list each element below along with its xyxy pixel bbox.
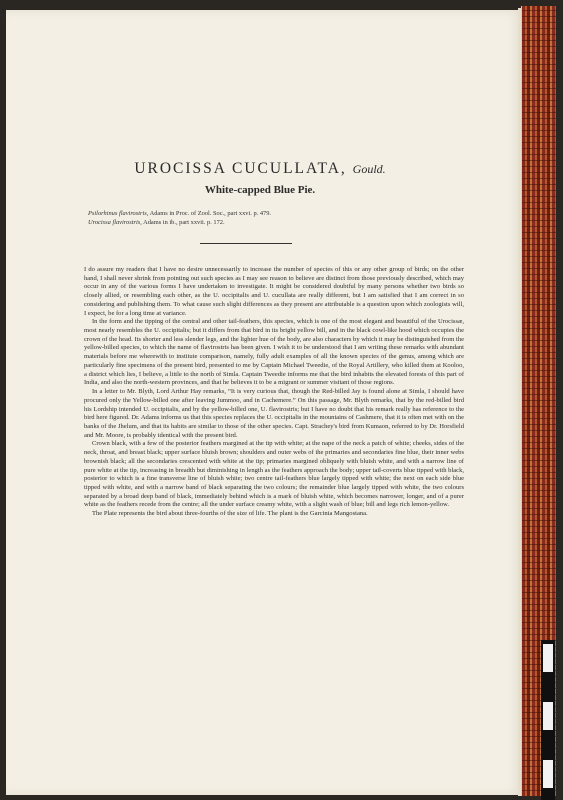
ruler-segment xyxy=(543,702,553,730)
species-author: Gould. xyxy=(352,162,386,176)
paragraph: Crown black, with a few of the posterior feathers margined at the tip with white; at the nape of the neck a patch of white; cheeks, sides of the neck, throat, and breast black; upper surface bluish brown; shoulders and outer webs of the primaries and secondaries fine blue, their inner webs brownish black; all the secondaries crescented with white at the tip; primaries margined obliquely with bluish white, and with a narrow line of pure white at the tip, increasing in breadth but diminishing in length as the feathers approach the body; upper tail-coverts blue tipped with black, posterior to which is a fine transverse line of bluish white; two centre tail-feathers blue largely tipped with white; the next on each side blue tipped with white, and with a narrow band of black separating the two colours; the remainder blue largely tipped with white, the two colours separated by a broad deep band of black, immediately behind which is a mark of bluish white, which becomes narrower, longer, and of a purer white as the feathers recede from the centre; all the under surface creamy white, with a slight wash of blue; bill and legs rich lemon-yellow. xyxy=(84,440,464,509)
paragraph: I do assure my readers that I have no desire unnecessarily to increase the number of species of this or any other group of birds; on the other hand, I shall never shrink from pointing out such species as I may see reason to believe are distinct from those previously described, which may occur in any of the various forms I have undertaken to investigate. It might be considered doubtful by many persons whether two birds so closely allied, or resembling each other, as the U. occipitalis and U. cucullata are really different, but I am satisfied that I am correct in so considering and publishing them. To what cause such slight differences as they present are attributable is a question upon which zoologists will, I expect, be for a long time at variance. xyxy=(84,266,464,317)
common-name: White-capped Blue Pie. xyxy=(204,184,316,196)
species-name: UROCISSA CUCULLATA, xyxy=(134,160,347,177)
synonym-line xyxy=(88,209,448,218)
synonym-name: Urocissa flavirostris, xyxy=(88,219,142,226)
divider-rule xyxy=(200,243,292,244)
ruler-segment xyxy=(543,760,553,788)
synonym-reference: Adams in Proc. of Zool. Soc., part xxvi. p. 479. xyxy=(148,210,272,217)
scale-ruler xyxy=(541,640,555,800)
body-text xyxy=(84,266,464,519)
paragraph: In a letter to Mr. Blyth, Lord Arthur Hay remarks, “It is very curious that, though the Red-billed Jay is found alone at Simla, I should have procured only the Yellow-billed one after leaving Jummoo, and in Cachemere.” On this passage, Mr. Blyth remarks, that by the red-billed bird his Lordship intended U. occipitalis, and by the yellow-billed one, U. flavirostris; but I have no doubt that his remark really has reference to the bird here figured. Dr. Adams informs us that this species replaces the U. occipitalis in the mountains of Cashmere, that it is often met with on the banks of the Jhelum, and that its habits are similar to those of the other species. Capt. Strachey's bird from Kumaon, referred to by Dr. Horsfield and Mr. Moore, is probably identical with the present bird. xyxy=(84,388,464,439)
paragraph: In the form and the tipping of the central and other tail-feathers, this species, which is one of the most elegant and beautiful of the Urocissæ, most nearly resembles the U. occipitalis; but it differs from that bird in its bright yellow bill, and in the black cowl-like hood which occupies the crown of the head. Its shorter and less slender legs, and the lighter hue of the body, are also characters by which it may be distinguished from the yellow-billed species, to which the name of flavirostris has been given. I wish it to be understood that I am writing these remarks with abundant materials before me wherewith to institute comparison, namely, fully adult examples of all the known species of the genus, among which are particularly fine specimens of the present bird, presented to me by Captain Michael Tweedie, of the Royal Artillery, who killed them at Kooloo, a district which lies, I believe, a little to the north of Simla. Captain Tweedie informs me that the bird inhabits the elevated forests of this part of India, and also the north-western provinces, and that he believes it to be a migrant or summer visitant of those regions. xyxy=(84,318,464,387)
ruler-segment xyxy=(543,644,553,672)
paragraph: The Plate represents the bird about three-fourths of the size of life. The plant is the Garcinia Mangostana. xyxy=(92,510,368,518)
synonym-line xyxy=(88,218,448,227)
synonym-name: Psilorhinus flavirostris, xyxy=(88,210,149,217)
species-title xyxy=(60,160,460,178)
synonym-reference: Adams in ib., part xxvii. p. 172. xyxy=(141,219,225,226)
